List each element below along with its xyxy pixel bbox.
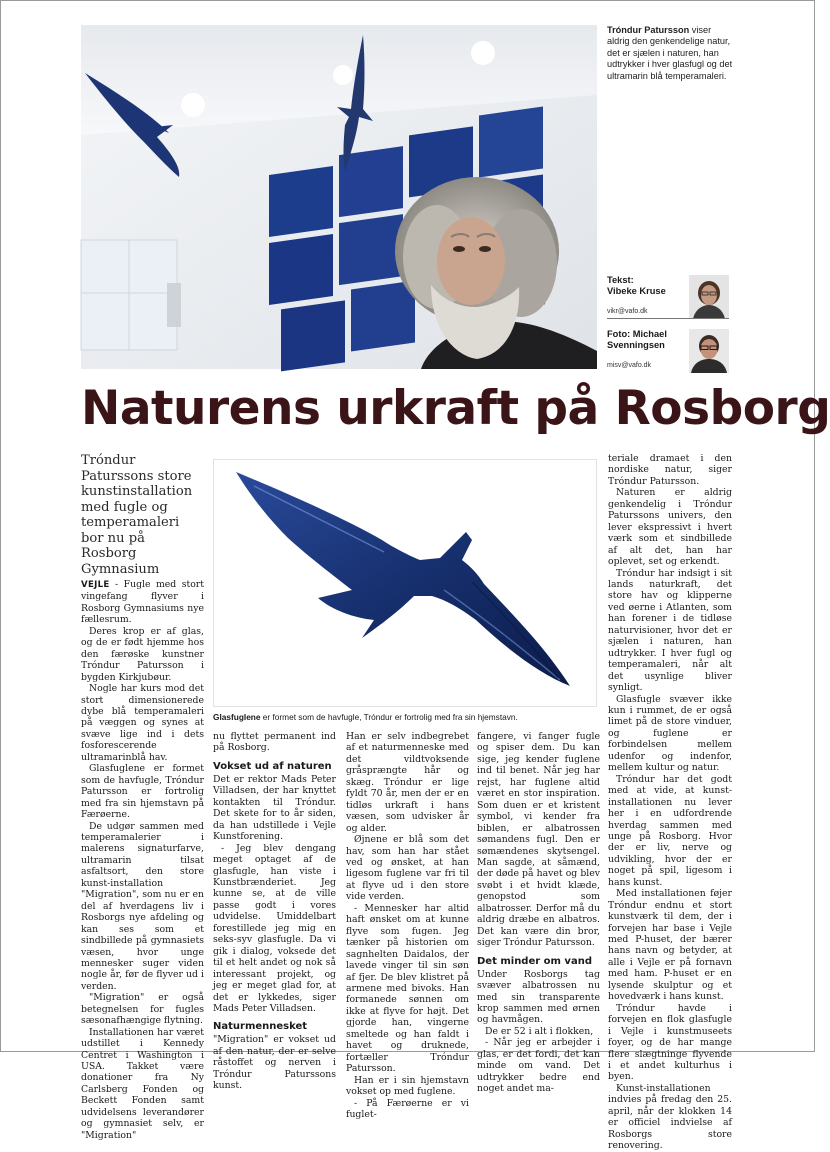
bird-caption-text: er formet som de havfugle, Tróndur er fortrolig med fra sin hjemstavn.: [260, 712, 518, 722]
paragraph: - På Færøerne er vi fuglet-: [346, 1097, 469, 1120]
photo-caption-name: Tróndur Patursson: [607, 25, 690, 35]
byline-label: Foto: Michael: [607, 329, 667, 339]
paragraph: Han er i sin hjemstavn vokset op med fuglene.: [346, 1074, 469, 1098]
subheading: Naturmennesket: [213, 1021, 308, 1033]
paragraph: Glasfugle svæver ikke kun i rummet, de er også limet på de store vinduer, og fuglene er forbindelsen mellem udenfor og indenfor, mellem kultur og natur.: [608, 693, 732, 774]
paragraph: - Når jeg er arbejder i glas, er det fordi, det kan minde om vand. Det udtrykker bedre end noget andet ma-: [477, 1037, 600, 1095]
byline-photo-author: [607, 329, 729, 369]
article-column-1: [81, 579, 204, 1141]
deck-subheading: Tróndur Paturssons store kunstinstallation med fugle og temperamaleri bor nu på Rosborg Gymnasium: [81, 453, 193, 577]
paragraph: Glasfuglene er formet som de havfugle, Tróndur Patursson er fortrolig med fra sin hjemstavn på Færøerne.: [81, 763, 204, 821]
subheading: Vokset ud af naturen: [213, 760, 332, 772]
paragraph: Øjnene er blå som det hav, som han har stået ved og ønsket, at han ligesom fuglene var fri til at flyve ud i den store vide verden.: [346, 834, 469, 903]
paragraph: De er 52 i alt i flokken,: [485, 1025, 594, 1037]
paragraph: Det er rektor Mads Peter Villadsen, der har knyttet kontakten til Tróndur. Det skete for to år siden, da han udstillede i Vejle Kunstforening.: [213, 773, 336, 843]
photo-caption: [607, 25, 735, 82]
paragraph: Tróndur har indsigt i sit lands naturkraft, det store hav og klipperne ved øerne i Atlanten, som han forener i de tidløse naturvisioner, hvor det er sjælen i naturen, han udtrykker. I hver fugl og temperamaleri, når alt det usynlige bliver synligt.: [608, 567, 732, 694]
byline-email: vikr@vafo.dk: [607, 308, 648, 315]
paragraph: Kunst-installationen indvies på fredag den 25. april, når der klokken 14 er officiel indvielse af Rosborgs store renovering.: [608, 1082, 732, 1152]
paragraph: Installationen har været udstillet i Kennedy Centret i Washington i USA. Takket være donationer fra Ny Carlsberg Fonden og Beckett Fonden samt udvidelsens leverandører og gymnasiet selv, er "Migration": [81, 1026, 204, 1141]
paragraph: Tróndur havde i forvejen en flok glasfugle i Vejle i kunstmuseets foyer, og de har mange flere slægtninge flyvende i et andet kulturhus i byen.: [608, 1002, 732, 1083]
byline-name: Svenningsen: [607, 340, 665, 350]
paragraph: "Migration" er vokset ud af den natur, der er selve råstoffet og nerven i Tróndur Paturssons kunst.: [213, 1034, 336, 1092]
author-portrait-michael: [689, 329, 729, 373]
paragraph: - Mennesker har altid haft ønsket om at kunne flyve som fugen. Jeg tænker på historien om sagnhelten Daidalos, der lavede vinger til sin søn af fjer. De blev klistret på armene med bivoks. Han formanede sønnen om ikke at flyve for højt. Det gjorde han, vingerne smeltede og han faldt i havet og druknede, fortæller Tróndur Patursson.: [346, 902, 469, 1075]
paragraph: Under Rosborgs tag svæver albatrossen nu med sin transparente krop sammen med ørnen og havmågen.: [477, 968, 600, 1026]
main-photo-artist: [81, 25, 597, 369]
lead-paragraph: [81, 579, 204, 626]
byline-text-author: [607, 275, 729, 315]
article-column-5: [608, 453, 732, 1152]
paragraph: - Jeg blev dengang meget optaget af de glasfugle, han viste i Kunstbrænderiet. Jeg kunne se, at de ville passe godt i vores udvidelse. Umiddelbart forestillede jeg mig en seks-syv glasfugle. Da vi gik i dialog, voksede det til et helt andet og nok så interessant projekt, og jeg er meget glad for, at det er lykkedes, siger Mads Peter Villadsen.: [213, 842, 336, 1014]
article-column-3: [346, 731, 469, 1120]
glass-bird-illustration: [214, 460, 598, 708]
author-portrait-vibeke: [689, 275, 729, 319]
byline-email: misv@vafo.dk: [607, 362, 652, 369]
byline-divider: [607, 318, 729, 319]
paragraph: Nogle har kurs mod det stort dimensionerede dybe blå temperamaleri på væggen og synes at svæve lige ind i dets fosforescerende ultramarinblå hav.: [81, 683, 204, 763]
glass-bird-photo: [213, 459, 597, 707]
paragraph: Han er selv indbegrebet af et naturmenneske med det vildtvoksende gråsprængte hår og skæg. Tróndur er lige fyldt 70 år, men der er en tidløs urkraft i hans væsen, som udvisker år og alder.: [346, 731, 469, 834]
paragraph: Naturen er aldrig genkendelig i Tróndur Paturssons univers, den lever ekspressivt i hvert værk som et sindbillede af alt det, han har oplevet, set og erkendt.: [608, 487, 732, 568]
lead-text: - Fugle med stort vingefang flyver i Rosborg Gymnasiums nye fællesrum.: [81, 579, 204, 626]
paragraph: Deres krop er af glas, og de er født hjemme hos den færøske kunstner Tróndur Patursson i bygden Kirkjubøur.: [81, 625, 204, 683]
paragraph: "Migration" er også betegnelsen for fugles sæsonafhængige flytning.: [81, 992, 204, 1027]
subheading: Det minder om vand: [477, 955, 592, 967]
paragraph: De udgør sammen med temperamalerier i malerens signaturfarve, ultramarin tilsat asfaltsort, den store kunst-installation "Migration", som nu er en del af hverdagens liv i Rosborgs nye afdeling og kan ses som et sindbillede på gymnasiets væsen, hvor unge mennesker suger viden nogle år, før de flyver ud i verden.: [81, 820, 204, 992]
dateline: VEJLE: [81, 580, 110, 590]
article-column-4: [477, 731, 600, 1095]
headline: Naturens urkraft på Rosborg: [81, 381, 830, 436]
paragraph: Tróndur har det godt med at vide, at kunst-installationen nu lever her i en udfordrende hverdag sammen med unge på Rosborg. Hvor der er liv, nerve og udvikling, hvor der er noget på spil, ligesom i hans kunst.: [608, 773, 732, 888]
paragraph: teriale dramaet i den nordiske natur, siger Tróndur Patursson.: [608, 453, 732, 487]
byline-label: Tekst:: [607, 275, 634, 285]
artist-photo-illustration: [81, 25, 597, 369]
article-column-2: [213, 731, 336, 1092]
bird-caption-lead: Glasfuglene: [213, 712, 261, 722]
paragraph: fangere, vi fanger fugle og spiser dem. Du kan sige, jeg kender fuglene ind til benet. Når jeg har rejst, har fuglene altid været en stor inspiration. Som duen er et kristent symbol, vi kender fra biblen, er albatrossen sømandens fugl. Den er sømændenes skytsengel. Man sagde, at såmænd, der døde på havet og blev svøbt i et hvidt klæde, genopstod som albatrosser. Derfor må du aldrig dræbe en albatros. Det kan være din bror, siger Tróndur Patursson.: [477, 731, 600, 949]
byline-name: Vibeke Kruse: [607, 286, 666, 296]
photo-caption-text: viser aldrig den genkendelige natur, det er sjælen i naturen, han udtrykker i hver glasfugl og det ultramarin blå temperamaleri.: [607, 25, 733, 81]
paragraph: Med installationen føjer Tróndur endnu et stort kunstværk til dem, der i forvejen har base i Vejle med P-huset, der bærer hans navn og betyder, at alle i Vejle er på fornavn med ham. P-huset er en lysende skulptur og et hovedværk i hans kunst.: [608, 888, 732, 1003]
bird-photo-caption: [213, 712, 603, 722]
paragraph: nu flyttet permanent ind på Rosborg.: [213, 731, 336, 754]
